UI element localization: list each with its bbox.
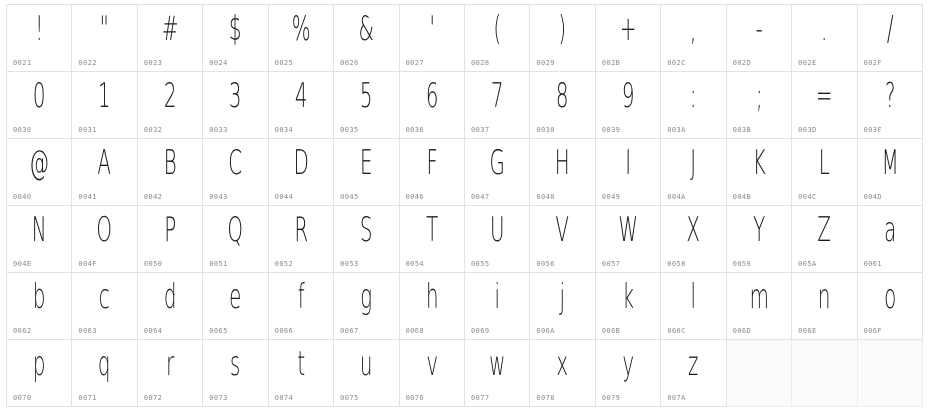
glyph-cell[interactable] xyxy=(727,72,792,139)
glyph-cell-empty xyxy=(792,340,857,407)
glyph-unicode-label: 002E xyxy=(798,59,817,67)
glyph-character: r xyxy=(165,344,175,385)
glyph-unicode-label: 0051 xyxy=(209,260,228,268)
glyph-unicode-label: 0046 xyxy=(405,193,425,201)
glyph-unicode-label: 0032 xyxy=(143,126,163,134)
glyph-unicode-label: 0043 xyxy=(209,193,228,201)
glyph-character: A xyxy=(97,143,112,184)
glyph-character: Q xyxy=(227,210,244,251)
glyph-unicode-label: 0061 xyxy=(863,260,883,268)
glyph-unicode-label: 0073 xyxy=(209,394,228,402)
glyph-character: 6 xyxy=(425,76,439,117)
glyph-unicode-label: 0038 xyxy=(536,126,555,134)
glyph-unicode-label: 0074 xyxy=(274,394,294,402)
glyph-character: p xyxy=(32,344,46,385)
glyph-cell-empty xyxy=(727,340,792,407)
glyph-character: L xyxy=(818,143,830,184)
glyph-unicode-label: 0028 xyxy=(471,59,490,67)
glyph-cell[interactable] xyxy=(792,206,857,273)
glyph-cell[interactable] xyxy=(465,340,530,407)
glyph-grid xyxy=(6,4,923,407)
glyph-unicode-label: 0044 xyxy=(274,193,294,201)
glyph-cell[interactable] xyxy=(792,273,857,340)
glyph-cell[interactable] xyxy=(465,139,530,206)
glyph-unicode-label: 0058 xyxy=(667,260,686,268)
glyph-cell[interactable] xyxy=(72,206,137,273)
glyph-unicode-label: 0077 xyxy=(471,394,490,402)
glyph-character: ( xyxy=(493,9,502,50)
glyph-character: K xyxy=(752,143,766,184)
glyph-character: b xyxy=(32,277,46,318)
glyph-character: X xyxy=(686,210,701,251)
glyph-cell[interactable] xyxy=(596,139,661,206)
glyph-character: R xyxy=(294,210,308,251)
glyph-character: f xyxy=(297,277,305,318)
glyph-cell[interactable] xyxy=(530,340,595,407)
glyph-unicode-label: 0029 xyxy=(536,59,555,67)
glyph-character: T xyxy=(425,210,438,251)
glyph-character: : xyxy=(690,76,697,117)
glyph-cell[interactable] xyxy=(727,273,792,340)
glyph-cell[interactable] xyxy=(465,5,530,72)
glyph-cell[interactable] xyxy=(661,206,726,273)
glyph-cell[interactable] xyxy=(530,273,595,340)
glyph-character: H xyxy=(555,143,571,184)
glyph-character: # xyxy=(161,9,179,50)
glyph-unicode-label: 0056 xyxy=(536,260,555,268)
glyph-character: E xyxy=(360,143,373,184)
glyph-cell[interactable] xyxy=(269,206,334,273)
glyph-cell[interactable] xyxy=(661,273,726,340)
glyph-unicode-label: 0039 xyxy=(601,126,621,134)
glyph-cell[interactable] xyxy=(269,72,334,139)
glyph-unicode-label: 0034 xyxy=(274,126,294,134)
glyph-cell[interactable] xyxy=(203,273,268,340)
glyph-unicode-label: 003A xyxy=(667,126,686,134)
glyph-unicode-label: 0047 xyxy=(471,193,490,201)
glyph-character: y xyxy=(622,344,634,385)
glyph-cell[interactable] xyxy=(203,5,268,72)
glyph-unicode-label: 002B xyxy=(601,59,621,67)
glyph-cell[interactable] xyxy=(465,72,530,139)
glyph-unicode-label: 003D xyxy=(798,126,817,134)
glyph-character: s xyxy=(230,344,241,385)
glyph-character: 0 xyxy=(32,76,46,117)
glyph-cell[interactable] xyxy=(661,139,726,206)
glyph-character: @ xyxy=(29,143,50,184)
glyph-cell[interactable] xyxy=(596,273,661,340)
glyph-cell[interactable] xyxy=(858,72,923,139)
glyph-character: S xyxy=(360,210,373,251)
glyph-unicode-label: 0027 xyxy=(405,59,425,67)
glyph-unicode-label: 0065 xyxy=(209,327,228,335)
glyph-character: . xyxy=(821,9,828,50)
glyph-cell[interactable] xyxy=(7,5,72,72)
glyph-unicode-label: 0048 xyxy=(536,193,555,201)
glyph-unicode-label: 0054 xyxy=(405,260,425,268)
glyph-cell[interactable] xyxy=(7,139,72,206)
glyph-cell[interactable] xyxy=(7,206,72,273)
glyph-cell[interactable] xyxy=(661,72,726,139)
glyph-character: ? xyxy=(884,76,896,117)
glyph-unicode-label: 0063 xyxy=(78,327,97,335)
glyph-character: 2 xyxy=(163,76,177,117)
glyph-character: t xyxy=(297,344,305,385)
glyph-character: i xyxy=(494,277,500,318)
glyph-character xyxy=(738,340,781,391)
glyph-unicode-label: 0045 xyxy=(340,193,359,201)
glyph-character: 9 xyxy=(621,76,635,117)
glyph-unicode-label: 0049 xyxy=(601,193,621,201)
glyph-character: o xyxy=(883,277,896,318)
glyph-unicode-label: 0062 xyxy=(13,327,32,335)
glyph-unicode-label: 0031 xyxy=(78,126,97,134)
glyph-cell[interactable] xyxy=(72,139,137,206)
glyph-cell[interactable] xyxy=(858,273,923,340)
glyph-character: m xyxy=(749,277,769,318)
glyph-cell[interactable] xyxy=(138,340,203,407)
glyph-cell[interactable] xyxy=(203,340,268,407)
glyph-cell[interactable] xyxy=(400,72,465,139)
glyph-cell[interactable] xyxy=(858,139,923,206)
glyph-cell[interactable] xyxy=(661,340,726,407)
glyph-cell[interactable] xyxy=(727,206,792,273)
glyph-character: $ xyxy=(229,9,242,50)
glyph-character: - xyxy=(755,9,763,50)
glyph-character: ; xyxy=(755,76,763,117)
glyph-unicode-label: 003F xyxy=(863,126,883,134)
glyph-cell[interactable] xyxy=(72,72,137,139)
glyph-cell[interactable] xyxy=(596,72,661,139)
glyph-cell[interactable] xyxy=(400,5,465,72)
glyph-character: Z xyxy=(817,210,832,251)
glyph-unicode-label: 005A xyxy=(798,260,817,268)
glyph-cell[interactable] xyxy=(72,5,137,72)
glyph-unicode-label: 0067 xyxy=(340,327,359,335)
glyph-cell[interactable] xyxy=(334,206,399,273)
glyph-cell[interactable] xyxy=(203,139,268,206)
glyph-cell[interactable] xyxy=(334,5,399,72)
glyph-unicode-label: 006F xyxy=(863,327,883,335)
glyph-character: = xyxy=(816,76,833,117)
glyph-unicode-label: 0033 xyxy=(209,126,228,134)
glyph-character: J xyxy=(690,143,697,184)
glyph-unicode-label: 0041 xyxy=(78,193,97,201)
glyph-cell[interactable] xyxy=(269,139,334,206)
glyph-character: Y xyxy=(752,210,765,251)
glyph-unicode-label: 006B xyxy=(601,327,621,335)
glyph-cell[interactable] xyxy=(792,72,857,139)
glyph-unicode-label: 0026 xyxy=(340,59,359,67)
glyph-character: w xyxy=(489,344,506,385)
glyph-cell[interactable] xyxy=(7,340,72,407)
glyph-unicode-label: 002C xyxy=(667,59,686,67)
glyph-unicode-label: 0035 xyxy=(340,126,359,134)
glyph-cell[interactable] xyxy=(203,206,268,273)
glyph-cell-empty xyxy=(858,340,923,407)
glyph-character: % xyxy=(291,9,311,50)
glyph-character: D xyxy=(293,143,309,184)
glyph-unicode-label: 0068 xyxy=(405,327,425,335)
glyph-cell[interactable] xyxy=(138,72,203,139)
glyph-unicode-label: 0059 xyxy=(732,260,752,268)
glyph-unicode-label: 0057 xyxy=(601,260,621,268)
glyph-character: U xyxy=(489,210,505,251)
glyph-cell[interactable] xyxy=(400,206,465,273)
glyph-unicode-label: 0055 xyxy=(471,260,490,268)
glyph-unicode-label: 003B xyxy=(732,126,752,134)
glyph-character: k xyxy=(622,277,634,318)
glyph-cell[interactable] xyxy=(596,5,661,72)
glyph-unicode-label: 004D xyxy=(863,193,883,201)
glyph-unicode-label: 006C xyxy=(667,327,686,335)
glyph-cell[interactable] xyxy=(858,5,923,72)
glyph-character: e xyxy=(229,277,242,318)
glyph-unicode-label: 0075 xyxy=(340,394,359,402)
glyph-cell[interactable] xyxy=(400,340,465,407)
glyph-character: I xyxy=(625,143,631,184)
glyph-cell[interactable] xyxy=(596,206,661,273)
glyph-character: ! xyxy=(35,9,44,50)
glyph-unicode-label: 0079 xyxy=(601,394,621,402)
glyph-cell[interactable] xyxy=(465,206,530,273)
glyph-unicode-label: 0037 xyxy=(471,126,490,134)
glyph-cell[interactable] xyxy=(203,72,268,139)
glyph-cell[interactable] xyxy=(138,5,203,72)
glyph-cell[interactable] xyxy=(792,139,857,206)
glyph-character: 1 xyxy=(98,76,111,117)
glyph-unicode-label: 0071 xyxy=(78,394,97,402)
glyph-character: & xyxy=(358,9,375,50)
glyph-character: n xyxy=(818,277,831,318)
glyph-character: ) xyxy=(558,9,567,50)
glyph-character: v xyxy=(425,344,438,385)
glyph-cell[interactable] xyxy=(269,5,334,72)
glyph-cell[interactable] xyxy=(334,273,399,340)
glyph-unicode-label: 0072 xyxy=(143,394,163,402)
glyph-unicode-label: 007A xyxy=(667,394,686,402)
glyph-unicode-label: 0021 xyxy=(13,59,32,67)
glyph-character: x xyxy=(556,344,569,385)
glyph-unicode-label: 0030 xyxy=(13,126,32,134)
glyph-unicode-label: 0064 xyxy=(143,327,163,335)
glyph-cell[interactable] xyxy=(465,273,530,340)
glyph-character: h xyxy=(425,277,439,318)
glyph-unicode-label: 004C xyxy=(798,193,817,201)
glyph-cell[interactable] xyxy=(727,5,792,72)
glyph-cell[interactable] xyxy=(334,72,399,139)
glyph-cell[interactable] xyxy=(269,273,334,340)
glyph-unicode-label: 006D xyxy=(732,327,752,335)
glyph-cell[interactable] xyxy=(530,139,595,206)
glyph-unicode-label: 004E xyxy=(13,260,32,268)
glyph-cell[interactable] xyxy=(858,206,923,273)
glyph-unicode-label: 0053 xyxy=(340,260,359,268)
glyph-unicode-label: 0036 xyxy=(405,126,425,134)
glyph-cell[interactable] xyxy=(72,273,137,340)
glyph-character: M xyxy=(881,143,899,184)
glyph-unicode-label: 004B xyxy=(732,193,752,201)
glyph-character: V xyxy=(555,210,570,251)
glyph-character: " xyxy=(100,9,110,50)
glyph-character: B xyxy=(163,143,177,184)
glyph-character xyxy=(869,340,912,391)
glyph-unicode-label: 002F xyxy=(863,59,883,67)
glyph-cell[interactable] xyxy=(661,5,726,72)
glyph-character: O xyxy=(96,210,113,251)
glyph-unicode-label: 0066 xyxy=(274,327,294,335)
glyph-unicode-label: 0023 xyxy=(143,59,163,67)
glyph-character: c xyxy=(99,277,111,318)
glyph-character: d xyxy=(163,277,177,318)
glyph-unicode-label: 0069 xyxy=(471,327,490,335)
glyph-character: a xyxy=(883,210,896,251)
glyph-cell[interactable] xyxy=(138,206,203,273)
glyph-unicode-label: 002D xyxy=(732,59,752,67)
glyph-unicode-label: 0040 xyxy=(13,193,32,201)
glyph-unicode-label: 0052 xyxy=(274,260,294,268)
glyph-character: q xyxy=(98,344,111,385)
glyph-cell[interactable] xyxy=(334,340,399,407)
glyph-character: 4 xyxy=(294,76,308,117)
glyph-cell[interactable] xyxy=(7,72,72,139)
glyph-character xyxy=(803,340,846,391)
glyph-character: 8 xyxy=(556,76,569,117)
glyph-unicode-label: 0076 xyxy=(405,394,425,402)
glyph-character: P xyxy=(164,210,177,251)
glyph-cell[interactable] xyxy=(400,139,465,206)
glyph-character: / xyxy=(886,9,894,50)
glyph-character: j xyxy=(559,277,566,318)
glyph-unicode-label: 006E xyxy=(798,327,817,335)
glyph-cell[interactable] xyxy=(138,273,203,340)
glyph-cell[interactable] xyxy=(72,340,137,407)
glyph-cell[interactable] xyxy=(530,72,595,139)
glyph-unicode-label: 004F xyxy=(78,260,97,268)
glyph-unicode-label: 0024 xyxy=(209,59,228,67)
glyph-character: 5 xyxy=(360,76,373,117)
glyph-unicode-label: 0025 xyxy=(274,59,294,67)
glyph-character: W xyxy=(618,210,638,251)
glyph-character: , xyxy=(690,9,697,50)
glyph-cell[interactable] xyxy=(334,139,399,206)
glyph-character: G xyxy=(489,143,505,184)
glyph-character: C xyxy=(228,143,243,184)
glyph-cell[interactable] xyxy=(7,273,72,340)
glyph-character: 3 xyxy=(229,76,242,117)
glyph-unicode-label: 0022 xyxy=(78,59,97,67)
glyph-cell[interactable] xyxy=(530,206,595,273)
glyph-character: N xyxy=(31,210,47,251)
glyph-cell[interactable] xyxy=(530,5,595,72)
glyph-cell[interactable] xyxy=(269,340,334,407)
glyph-character: l xyxy=(690,277,697,318)
glyph-character: + xyxy=(619,9,637,50)
glyph-character: ' xyxy=(429,9,435,50)
glyph-cell[interactable] xyxy=(596,340,661,407)
glyph-character: z xyxy=(688,344,699,385)
glyph-unicode-label: 0050 xyxy=(143,260,163,268)
glyph-cell[interactable] xyxy=(138,139,203,206)
glyph-unicode-label: 006A xyxy=(536,327,555,335)
glyph-unicode-label: 0042 xyxy=(143,193,163,201)
glyph-character: F xyxy=(426,143,438,184)
glyph-cell[interactable] xyxy=(727,139,792,206)
glyph-unicode-label: 0070 xyxy=(13,394,32,402)
glyph-cell[interactable] xyxy=(400,273,465,340)
glyph-cell[interactable] xyxy=(792,5,857,72)
glyph-unicode-label: 004A xyxy=(667,193,686,201)
glyph-character: g xyxy=(360,277,373,318)
glyph-character: u xyxy=(360,344,373,385)
glyph-unicode-label: 0078 xyxy=(536,394,555,402)
glyph-character: 7 xyxy=(490,76,504,117)
